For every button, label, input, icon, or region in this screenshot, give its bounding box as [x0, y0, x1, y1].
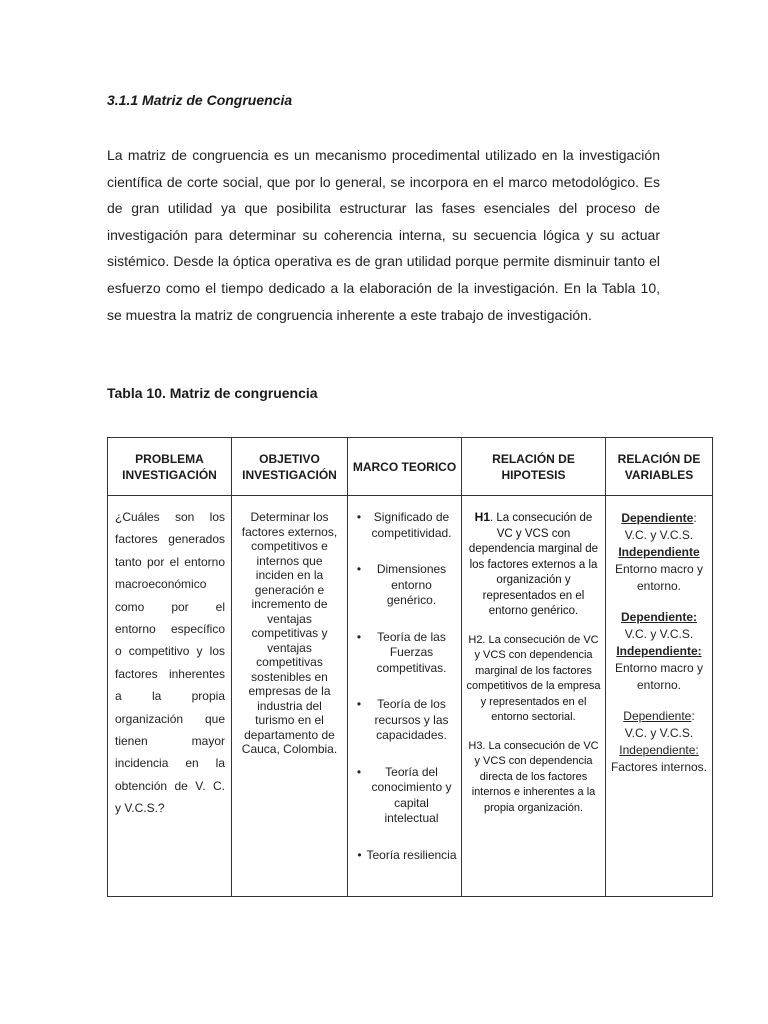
- bullet-icon: •: [356, 629, 362, 644]
- independiente-label: Independiente:: [616, 644, 702, 658]
- problema-line: o competitivo y los: [115, 644, 225, 659]
- variables-group-3: Dependiente: V.C. y V.C.S. Independiente: Factores internos.: [608, 708, 710, 776]
- dependiente-label: Dependiente: [623, 709, 692, 723]
- problema-line: ¿Cuáles son los: [115, 510, 225, 524]
- cell-marco: [348, 496, 462, 897]
- cell-problema: [108, 496, 232, 897]
- problema-line: a la propia: [115, 689, 225, 704]
- dependiente-label: Dependiente:: [620, 610, 697, 624]
- list-item: • Teoría de las Fuerzas competitivas.: [352, 630, 457, 677]
- table-caption: Tabla 10. Matriz de congruencia: [107, 385, 318, 401]
- hypothesis-h3: H3. La consecución de VC y VCS con dependencia directa de los factores internos e inherentes a la propia organización.: [468, 739, 599, 814]
- hipotesis-list: [462, 496, 605, 816]
- dependiente-value: V.C. y V.C.S.: [624, 627, 694, 641]
- problema-line: factores inherentes: [115, 666, 225, 681]
- congruence-matrix-table: [107, 437, 713, 897]
- bullet-icon: •: [356, 510, 362, 524]
- objetivo-text: Determinar los factores externos, competitivos e internos que inciden en la generación e incremento de ventajas competitivas y ventajas competitivas sostenibles en empresas de la industria del turismo en el departamento de Cauca, Colombia.: [241, 510, 338, 756]
- marco-list: [348, 496, 461, 863]
- cell-hipotesis: [462, 496, 606, 897]
- body-paragraph: La matriz de congruencia es un mecanismo procedimental utilizado en la investigación científica de corte social, que por lo general, se incorpora en el marco metodológico. Es de gran utilidad ya que posibilita estructurar las fases esenciales del proceso de investigación para determinar su coherencia interna, su secuencia lógica y su actuar sistémico. Desde la óptica operativa es de gran utilidad porque permite disminuir tanto el esfuerzo como el tiempo dedicado a la elaboración de la investigación. En la Tabla 10, se muestra la matriz de congruencia inherente a este trabajo de investigación.: [107, 147, 660, 323]
- independiente-value: Entorno macro y entorno.: [614, 562, 704, 593]
- header-problema: PROBLEMA INVESTIGACIÓN: [108, 438, 232, 496]
- dependiente-value: V.C. y V.C.S.: [624, 726, 694, 740]
- list-item: • Dimensiones entorno genérico.: [352, 562, 457, 609]
- h1-text: . La consecución de VC y VCS con dependencia marginal de los factores externos a la organización y representados en el entorno genérico.: [468, 512, 599, 617]
- independiente-label: Independiente: [618, 545, 700, 559]
- independiente-value: Entorno macro y entorno.: [614, 661, 704, 692]
- hypothesis-h2: H2. La consecución de VC y VCS con dependencia marginal de los factores competitivos de la empresa y representados en el entorno sectorial.: [466, 633, 601, 723]
- problema-line: factores generados: [115, 532, 225, 547]
- variables-group-2: [608, 609, 710, 694]
- problema-line: macroeconómico: [115, 577, 207, 592]
- bullet-icon: •: [357, 847, 362, 862]
- list-item: • Teoría del conocimiento y capital intelectual: [352, 765, 457, 827]
- section-heading: 3.1.1 Matriz de Congruencia: [107, 92, 293, 108]
- header-marco: MARCO TEORICO: [348, 438, 462, 496]
- problema-line: organización que: [115, 711, 225, 726]
- problema-line: incidencia en la: [115, 756, 225, 771]
- variables-list: [606, 496, 712, 776]
- dependiente-value: V.C. y V.C.S.: [624, 528, 694, 542]
- list-item: • Teoría resiliencia: [352, 848, 457, 864]
- table-header-row: [108, 438, 713, 496]
- problema-line: tienen mayor: [115, 734, 225, 749]
- list-item: • Significado de competitividad.: [352, 510, 457, 541]
- bullet-icon: •: [356, 764, 362, 779]
- bullet-icon: •: [356, 562, 362, 576]
- h1-tag: H1: [474, 510, 491, 524]
- problema-line: como por el: [115, 599, 225, 614]
- variables-group-1: Dependiente: V.C. y V.C.S. Independiente Entorno macro y entorno.: [608, 510, 710, 595]
- problema-line: y V.C.S.?: [115, 801, 165, 816]
- problema-text: [108, 496, 231, 820]
- dependiente-label: Dependiente: [621, 511, 694, 525]
- table-row: [108, 496, 713, 897]
- problema-line: entorno específico: [115, 622, 225, 637]
- list-item: • Teoría de los recursos y las capacidades.: [352, 697, 457, 744]
- header-hipotesis: RELACIÓN DE HIPOTESIS: [462, 438, 606, 496]
- hypothesis-h1: [466, 510, 601, 620]
- independiente-label: Independiente:: [619, 743, 699, 757]
- cell-objetivo: [232, 496, 348, 897]
- independiente-value: Factores internos.: [610, 760, 708, 774]
- problema-line: obtención de V. C.: [115, 778, 225, 793]
- cell-variables: [606, 496, 713, 897]
- problema-line: tanto por el entorno: [115, 554, 225, 569]
- bullet-icon: •: [356, 697, 362, 711]
- header-variables: RELACIÓN DE VARIABLES: [606, 438, 713, 496]
- header-objetivo: OBJETIVO INVESTIGACIÓN: [232, 438, 348, 496]
